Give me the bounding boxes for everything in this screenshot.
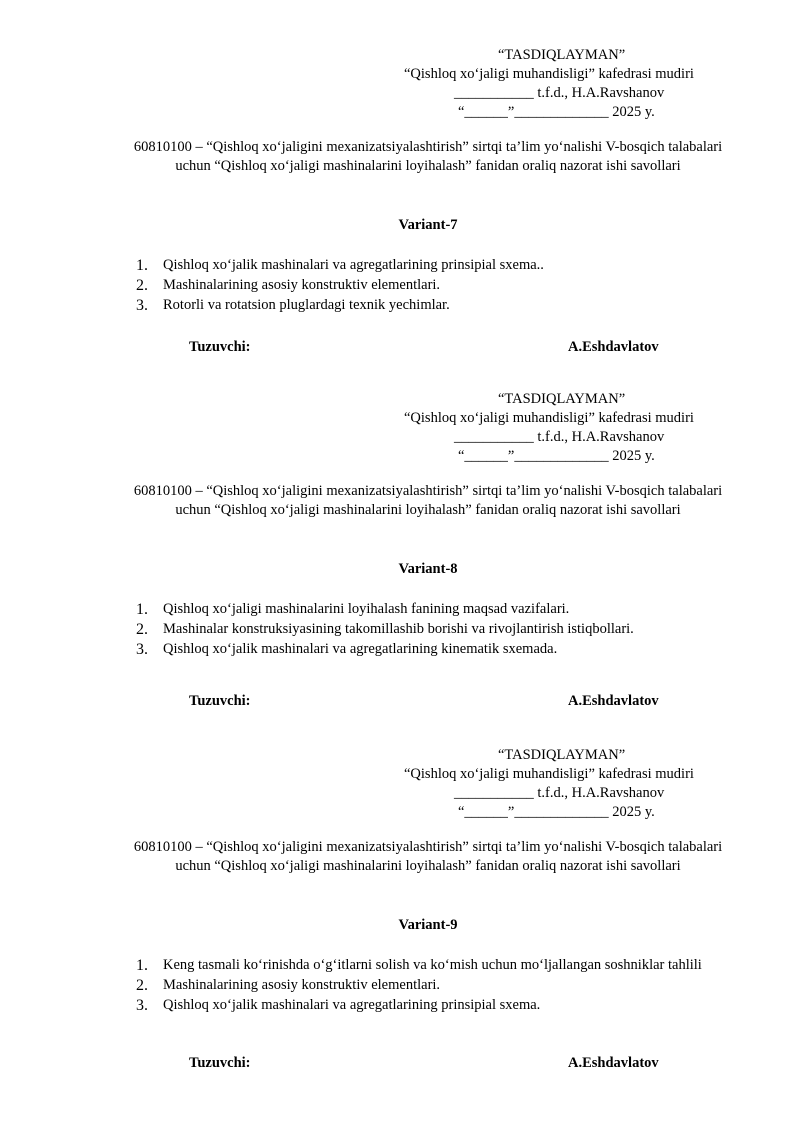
question-number: 3.	[136, 641, 148, 658]
question-list	[136, 956, 742, 1016]
question-item	[136, 296, 742, 315]
approval-head: ___________ t.f.d., H.A.Ravshanov	[454, 785, 665, 801]
signer-name: A.Eshdavlatov	[568, 339, 659, 355]
question-number: 1.	[136, 957, 148, 974]
question-text: Qishloq xo‘jalik mashinalari va agregatlarining prinsipial sxema.	[163, 997, 541, 1013]
signer-label: Tuzuvchi:	[189, 1055, 251, 1071]
question-item	[136, 620, 742, 639]
approval-department: “Qishloq xo‘jaligi muhandisligi” kafedrasi mudiri	[404, 66, 694, 82]
question-text: Keng tasmali ko‘rinishda o‘g‘itlarni solish va ko‘mish uchun mo‘ljallangan soshniklar tahlili	[163, 957, 702, 973]
approval-head: ___________ t.f.d., H.A.Ravshanov	[454, 429, 665, 445]
approval-date: “______”_____________ 2025 y.	[458, 804, 655, 820]
question-number: 2.	[136, 621, 148, 638]
question-text: Mashinalarining asosiy konstruktiv elementlari.	[163, 977, 441, 993]
subject-heading: 60810100 – “Qishloq xo‘jaligini mexanizatsiyalashtirish” sirtqi ta’lim yo‘nalishi V-bosqich talabalari uchun “Qishloq xo‘jaligi mashinalarini loyihalash” fanidan oraliq nazorat ishi savollari	[133, 139, 723, 174]
question-number: 1.	[136, 601, 148, 618]
question-item	[136, 996, 742, 1015]
question-text: Qishloq xo‘jalik mashinalari va agregatlarining kinematik sxemada.	[163, 641, 558, 657]
question-item	[136, 600, 742, 619]
question-number: 1.	[136, 257, 148, 274]
question-text: Qishloq xo‘jaligi mashinalarini loyihalash fanining maqsad vazifalari.	[163, 601, 570, 617]
variant-title: Variant-9	[398, 917, 458, 933]
question-list	[136, 600, 742, 660]
variant-title: Variant-7	[398, 217, 458, 233]
subject-heading: 60810100 – “Qishloq xo‘jaligini mexanizatsiyalashtirish” sirtqi ta’lim yo‘nalishi V-bosqich talabalari uchun “Qishloq xo‘jaligi mashinalarini loyihalash” fanidan oraliq nazorat ishi savollari	[133, 839, 723, 874]
question-number: 3.	[136, 997, 148, 1014]
question-item	[136, 640, 742, 659]
question-number: 2.	[136, 277, 148, 294]
question-text: Rotorli va rotatsion pluglardagi texnik yechimlar.	[163, 297, 450, 313]
question-item	[136, 956, 742, 975]
question-item	[136, 256, 742, 275]
approval-date: “______”_____________ 2025 y.	[458, 448, 655, 464]
subject-heading: 60810100 – “Qishloq xo‘jaligini mexanizatsiyalashtirish” sirtqi ta’lim yo‘nalishi V-bosqich talabalari uchun “Qishloq xo‘jaligi mashinalarini loyihalash” fanidan oraliq nazorat ishi savollari	[133, 483, 723, 518]
approval-department: “Qishloq xo‘jaligi muhandisligi” kafedrasi mudiri	[404, 766, 694, 782]
variant-title: Variant-8	[398, 561, 458, 577]
approval-title: “TASDIQLAYMAN”	[498, 747, 626, 763]
question-item	[136, 976, 742, 995]
question-item	[136, 276, 742, 295]
question-text: Qishloq xo‘jalik mashinalari va agregatlarining prinsipial sxema..	[163, 257, 544, 273]
question-number: 3.	[136, 297, 148, 314]
approval-head: ___________ t.f.d., H.A.Ravshanov	[454, 85, 665, 101]
signer-name: A.Eshdavlatov	[568, 1055, 659, 1071]
signer-name: A.Eshdavlatov	[568, 693, 659, 709]
question-list	[136, 256, 742, 316]
question-number: 2.	[136, 977, 148, 994]
approval-date: “______”_____________ 2025 y.	[458, 104, 655, 120]
approval-department: “Qishloq xo‘jaligi muhandisligi” kafedrasi mudiri	[404, 410, 694, 426]
signer-label: Tuzuvchi:	[189, 693, 251, 709]
approval-title: “TASDIQLAYMAN”	[498, 391, 626, 407]
question-text: Mashinalar konstruksiyasining takomillashib borishi va rivojlantirish istiqbollari.	[163, 621, 634, 637]
signer-label: Tuzuvchi:	[189, 339, 251, 355]
approval-title: “TASDIQLAYMAN”	[498, 47, 626, 63]
question-text: Mashinalarining asosiy konstruktiv elementlari.	[163, 277, 441, 293]
